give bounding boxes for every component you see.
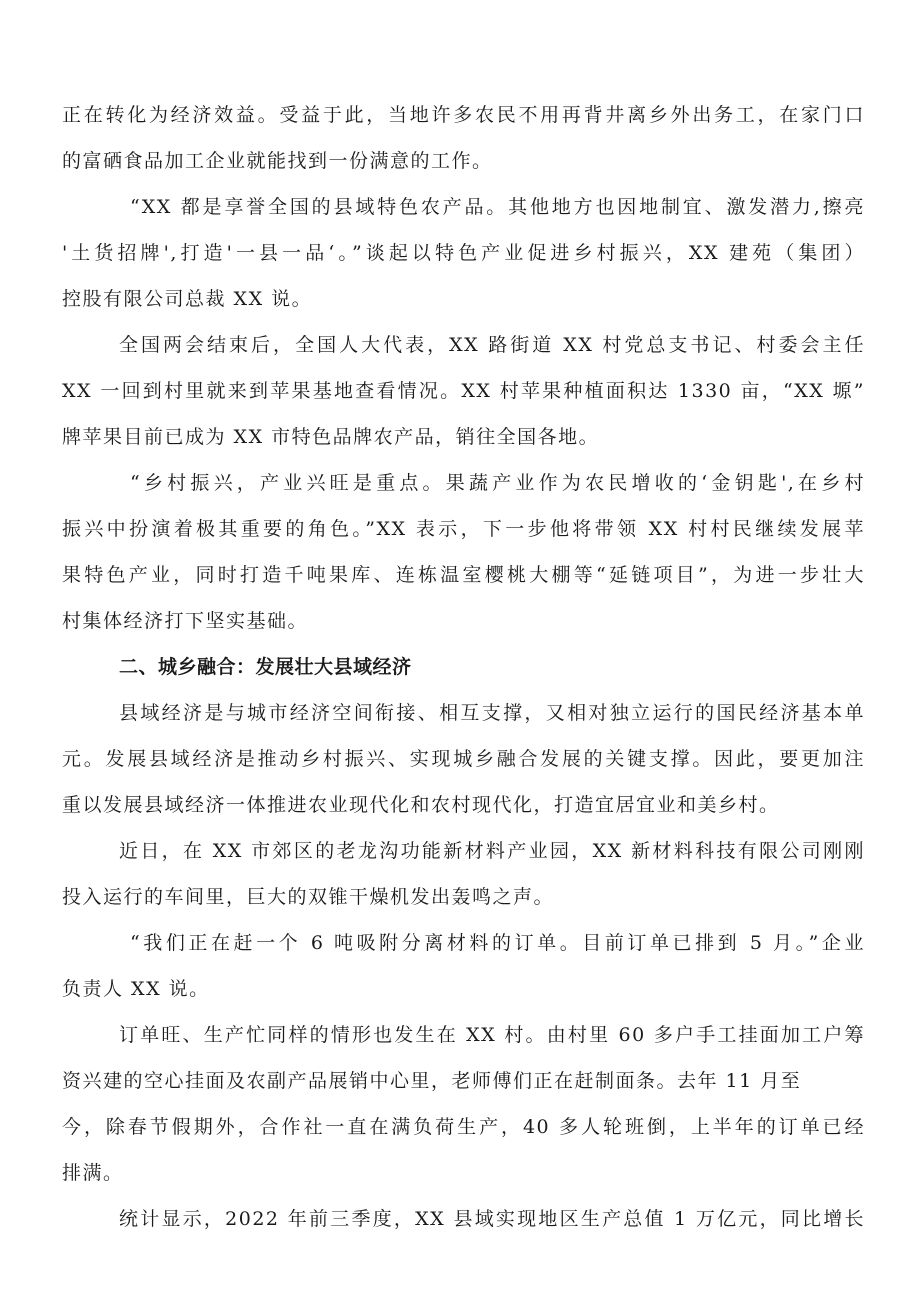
section-heading: 二、城乡融合：发展壮大县域经济	[119, 656, 412, 678]
paragraph	[62, 690, 865, 828]
text-line: 今，除春节假期外，合作社一直在满负荷生产，40 多人轮班倒，上半年的订单已经	[62, 1116, 865, 1138]
text-line: 牌苹果目前已成为 XX 市特色品牌农产品，销往全国各地。	[62, 426, 600, 448]
paragraph	[62, 1012, 865, 1196]
paragraph	[62, 184, 865, 322]
text-line: 县域经济是与城市经济空间衔接、相互支撑，又相对独立运行的国民经济基本单	[119, 702, 865, 724]
paragraph	[62, 322, 865, 460]
paragraph	[62, 460, 865, 644]
text-line: “XX 都是享誉全国的县域特色农产品。其他地方也因地制宜、激发潜力,擦亮	[130, 196, 865, 218]
text-line: 近日，在 XX 市郊区的老龙沟功能新材料产业园，XX 新材料科技有限公司刚刚	[119, 840, 865, 862]
paragraph	[62, 1196, 865, 1242]
text-line: '土货招牌',打造'一县一品‘。”谈起以特色产业促进乡村振兴，XX 建苑（集团）	[62, 242, 865, 264]
document-page	[62, 92, 865, 1242]
text-line: 投入运行的车间里，巨大的双锥干燥机发出轰鸣之声。	[62, 886, 555, 908]
text-line: 控股有限公司总裁 XX 说。	[62, 288, 313, 310]
paragraph	[62, 92, 865, 184]
text-line: “乡村振兴，产业兴旺是重点。果蔬产业作为农民增收的‘金钥匙',在乡村	[130, 472, 865, 494]
text-line: 订单旺、生产忙同样的情形也发生在 XX 村。由村里 60 多户手工挂面加工户筹	[119, 1024, 865, 1046]
text-line: 统计显示，2022 年前三季度，XX 县域实现地区生产总值 1 万亿元，同比增长	[119, 1208, 865, 1230]
text-line: 果特色产业，同时打造千吨果库、连栋温室樱桃大棚等“延链项目”，为进一步壮大	[62, 564, 865, 586]
text-line: 资兴建的空心挂面及农副产品展销中心里，老师傅们正在赶制面条。去年 11 月至	[62, 1070, 802, 1092]
text-line: 元。发展县域经济是推动乡村振兴、实现城乡融合发展的关键支撑。因此，要更加注	[62, 748, 865, 770]
text-line: 村集体经济打下坚实基础。	[62, 610, 309, 632]
paragraph	[62, 920, 865, 1012]
text-line: XX 一回到村里就来到苹果基地查看情况。XX 村苹果种植面积达 1330 亩，“XX 塬”	[62, 380, 865, 402]
text-line: “我们正在赶一个 6 吨吸附分离材料的订单。目前订单已排到 5 月。”企业	[130, 932, 865, 954]
text-line: 正在转化为经济效益。受益于此，当地许多农民不用再背井离乡外出务工，在家门口	[62, 104, 865, 126]
text-line: 振兴中扮演着极其重要的角色。”XX 表示，下一步他将带领 XX 村村民继续发展苹	[62, 518, 865, 540]
text-line: 排满。	[62, 1162, 124, 1184]
text-line: 重以发展县域经济一体推进农业现代化和农村现代化，打造宜居宜业和美乡村。	[62, 794, 780, 816]
paragraph	[62, 828, 865, 920]
text-line: 全国两会结束后，全国人大代表，XX 路街道 XX 村党总支书记、村委会主任	[119, 334, 865, 356]
text-line: 的富硒食品加工企业就能找到一份满意的工作。	[62, 150, 493, 172]
text-line: 负责人 XX 说。	[62, 978, 210, 1000]
